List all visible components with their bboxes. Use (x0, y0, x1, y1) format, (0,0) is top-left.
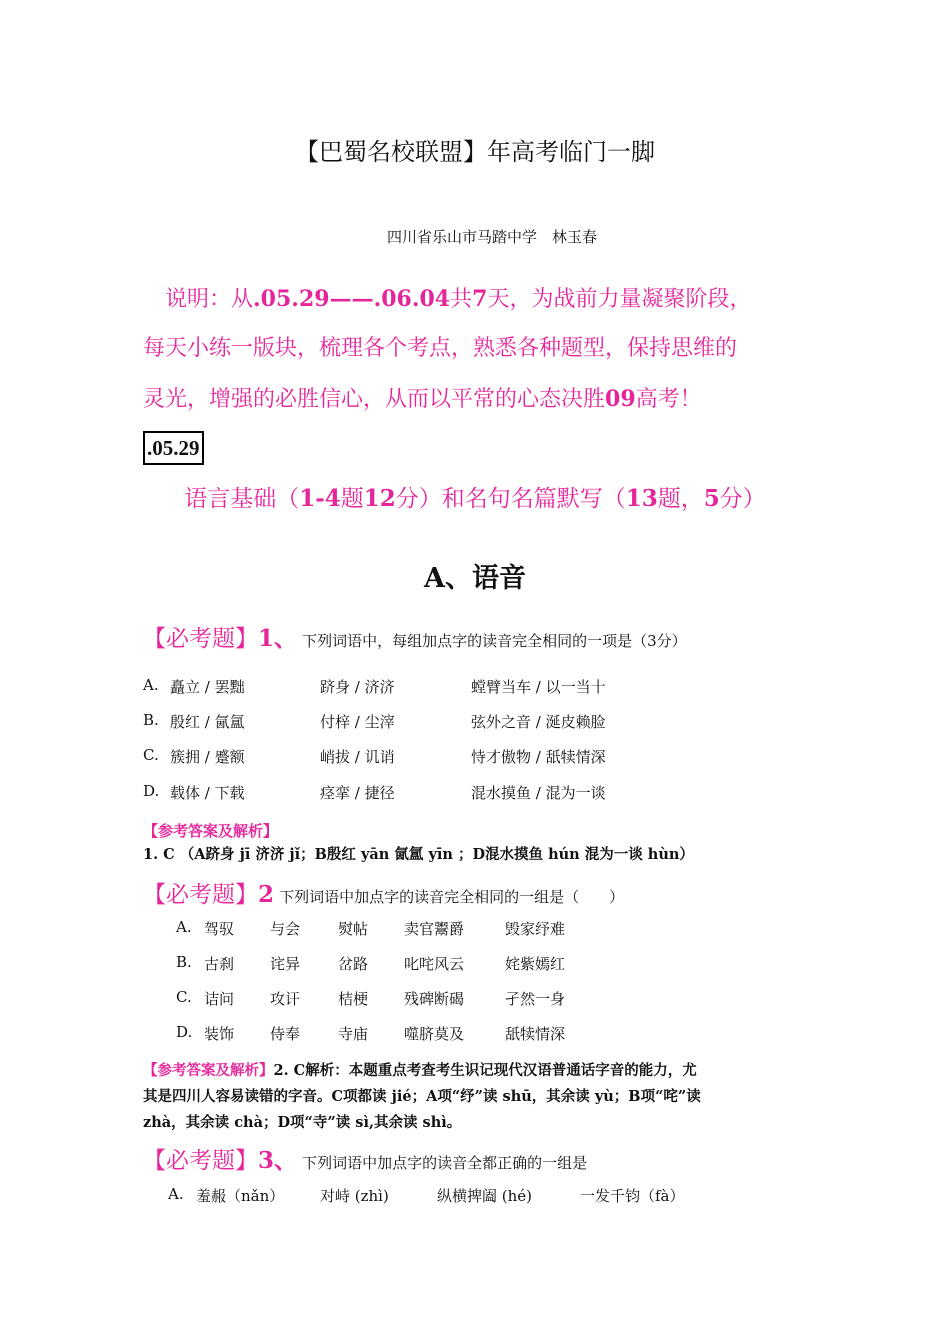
question-text: 下列词语中，每组加点字的读音完全相同的一项是（3分） (302, 632, 687, 650)
option-word-group: 跻身 / 济济 (320, 678, 395, 696)
option-word-group: 殷红 / 氤氲 (170, 713, 245, 731)
note-line-3 (143, 374, 823, 425)
option-label: B. (143, 711, 159, 729)
section-num: 12 (363, 485, 396, 512)
option-word: 孑然一身 (505, 990, 566, 1008)
option-label: D. (143, 782, 160, 800)
option-label: A. (143, 676, 159, 694)
section-text: 题， (657, 486, 704, 512)
option-word-group: 矗立 / 罢黜 (170, 678, 245, 696)
section-text: 语言基础（ (184, 486, 300, 512)
option-label: C. (176, 988, 192, 1006)
part-heading: A、语音 (424, 563, 526, 594)
question-tag: 【必考题】 (143, 882, 258, 908)
option-word: 诧异 (270, 955, 301, 973)
section-heading (0, 480, 950, 513)
note-text: 说明：从 (143, 287, 254, 312)
question-3-heading (143, 1142, 587, 1175)
note-line-2 (143, 324, 823, 374)
option-word: 毁家纾难 (505, 920, 566, 938)
author-line: 四川省乐山市马踏中学 林玉春 (386, 228, 597, 246)
note-text: 每天小练一版块，梳理各个考点，熟悉各种题型，保持思维的 (143, 336, 738, 361)
option-word: 桔梗 (338, 990, 369, 1008)
option-label: B. (176, 953, 192, 971)
section-num: 5 (703, 485, 720, 512)
option-word-group: 弦外之音 / 涎皮赖脸 (471, 713, 606, 731)
question-tag: 【必考题】 (143, 626, 258, 652)
option-word: 对峙 (zhì) (320, 1187, 389, 1205)
option-word: 驾驭 (204, 920, 235, 938)
option-word-group: 恃才傲物 / 舐犊情深 (471, 748, 606, 766)
page-title: 【巴蜀名校联盟】年高考临门一脚 (295, 138, 655, 166)
option-label: A. (168, 1185, 184, 1203)
section-num: 1-4 (299, 485, 341, 512)
question-text: 下列词语中加点字的读音全都正确的一组是 (302, 1154, 588, 1172)
option-word: 熨帖 (338, 920, 369, 938)
question-number: 2 (258, 881, 275, 908)
answer-line-1 (143, 1058, 808, 1084)
option-word: 纵横捭阖 (hé) (437, 1187, 533, 1205)
option-word: 攻讦 (270, 990, 301, 1008)
answer-heading: 【参考答案及解析】 (143, 822, 279, 840)
option-word: 岔路 (338, 955, 369, 973)
option-word: 诘问 (204, 990, 235, 1008)
section-num: 13 (625, 485, 658, 512)
note-days: 7 (472, 286, 488, 312)
question-text: 下列词语中加点字的读音完全相同的一组是（ ） (279, 888, 625, 906)
answer-text: 2. C解析：本题重点考查考生识记现代汉语普通话字音的能力，尤 (273, 1062, 697, 1079)
answer-heading: 【参考答案及解析】 (143, 1062, 274, 1079)
answer-line-3: zhà，其余读 chà；D项“寺”读 sì,其余读 shì。 (143, 1114, 462, 1131)
option-word: 一发千钧（fà） (580, 1187, 685, 1205)
option-word: 残碑断碣 (404, 990, 465, 1008)
q2-answer (143, 1058, 808, 1136)
option-word: 舐犊情深 (505, 1025, 566, 1043)
note-text: 天，为战前力量凝聚阶段， (487, 287, 752, 312)
option-word-group: 螳臂当车 / 以一当十 (471, 678, 606, 696)
note-text: 灵光，增强的必胜信心，从而以平常的心态决胜 (143, 387, 606, 412)
option-word: 羞赧（nǎn） (196, 1187, 285, 1205)
option-word: 噬脐莫及 (404, 1025, 465, 1043)
option-word-group: 峭拔 / 讥诮 (320, 748, 395, 766)
section-text: 题 (340, 486, 364, 512)
option-word: 叱咤风云 (404, 955, 465, 973)
note-line-1 (143, 274, 823, 325)
option-word-group: 载体 / 下载 (170, 784, 245, 802)
option-label: C. (143, 746, 159, 764)
section-text: 分） (719, 486, 766, 512)
option-label: A. (176, 918, 192, 936)
date-box: .05.29 (143, 431, 204, 465)
option-word: 寺庙 (338, 1025, 369, 1043)
option-word: 装饰 (204, 1025, 235, 1043)
question-1-heading (143, 620, 687, 653)
option-label: D. (176, 1023, 193, 1041)
question-number: 3、 (258, 1147, 298, 1174)
note-text: 共 (450, 287, 473, 312)
question-number: 1、 (258, 625, 298, 652)
option-word: 古刹 (204, 955, 235, 973)
option-word: 与会 (270, 920, 301, 938)
answer-text: 1. C （A跻身 jī 济济 jǐ；B殷红 yān 氤氲 yīn ；D混水摸鱼 hún 混为一谈 hùn） (143, 846, 694, 863)
option-word-group: 痉挛 / 捷径 (320, 784, 395, 802)
option-word: 姹紫嫣红 (505, 955, 566, 973)
option-word-group: 混水摸鱼 / 混为一谈 (471, 784, 606, 802)
answer-line-2: 其是四川人容易读错的字音。C项都读 jié；A项“纾”读 shū，其余读 yù；B项“咤”读 (143, 1088, 701, 1105)
option-word: 侍奉 (270, 1025, 301, 1043)
option-word: 卖官鬻爵 (404, 920, 465, 938)
note-year: 09 (605, 386, 636, 412)
question-tag: 【必考题】 (143, 1148, 258, 1174)
option-word-group: 付梓 / 尘滓 (320, 713, 395, 731)
question-2-heading (143, 876, 624, 909)
option-word-group: 簇拥 / 蹙额 (170, 748, 245, 766)
section-text: 分）和名句名篇默写（ (395, 486, 626, 512)
note-text: 高考！ (635, 387, 702, 412)
note-date-range: .05.29——.06.04 (253, 286, 451, 312)
